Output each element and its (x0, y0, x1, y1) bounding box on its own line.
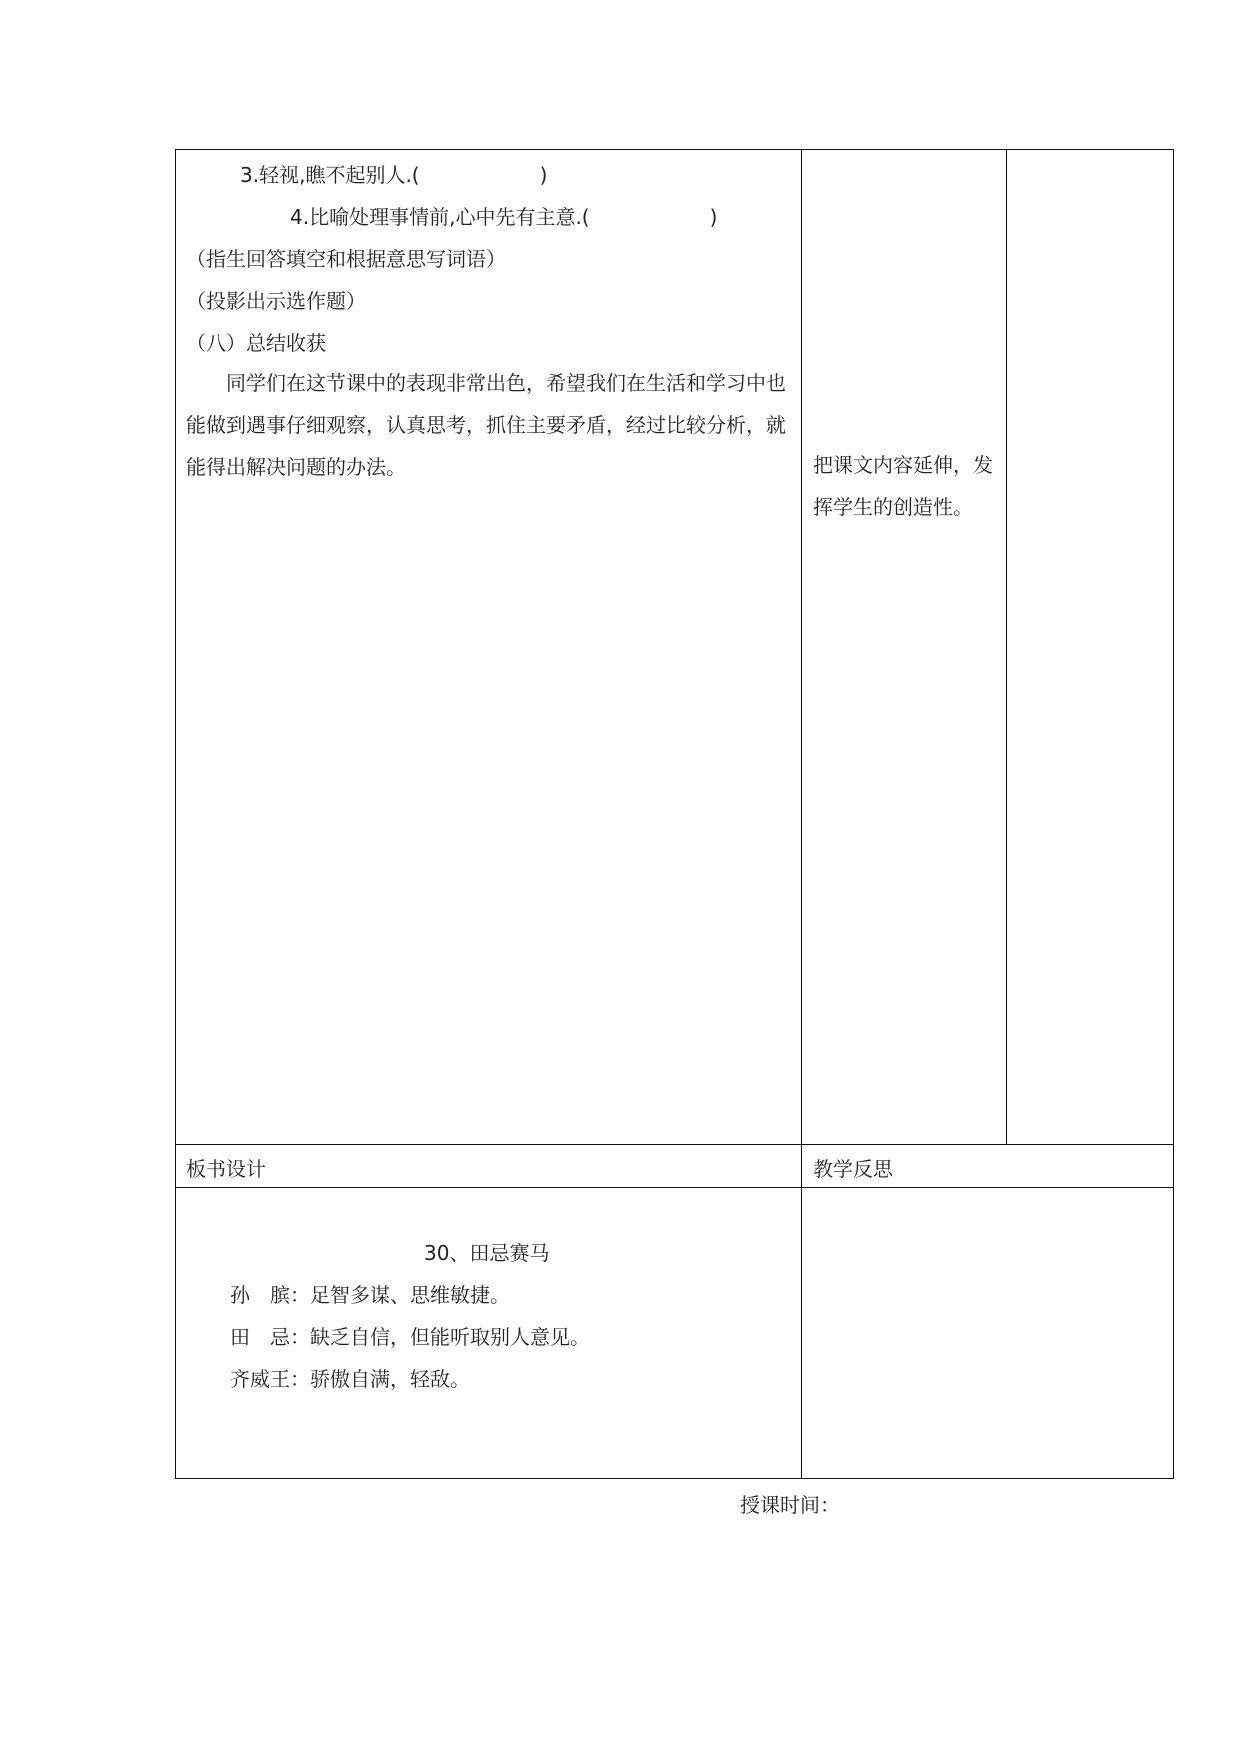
board-row-sun-bin: 孙 膑：足智多谋、思维敏捷。 (230, 1283, 510, 1307)
reflection-heading: 教学反思 (813, 1157, 893, 1181)
teaching-time-label: 授课时间： (740, 1493, 840, 1517)
exercise-line-4: 4.比喻处理事情前,心中先有主意.( ) (290, 205, 718, 229)
board-row-king-qi: 齐威王：骄傲自满，轻敌。 (230, 1367, 470, 1391)
design-note: 把课文内容延伸，发挥学生的创造性。 (813, 453, 993, 519)
board-row-tian-ji: 田 忌：缺乏自信，但能听取别人意见。 (230, 1325, 590, 1349)
section-heading-summary: （八）总结收获 (186, 331, 326, 355)
row-divider-headers-top (175, 1144, 1174, 1145)
summary-paragraph: 同学们在这节课中的表现非常出色，希望我们在生活和学习中也能做到遇事仔细观察，认真思考，抓住主要矛盾，经过比较分析，就能得出解决问题的办法。 (186, 371, 786, 479)
row-divider-headers-bottom (175, 1187, 1174, 1188)
board-title: 30、田忌赛马 (424, 1241, 550, 1265)
instruction-line: （指生回答填空和根据意思写词语） (186, 247, 506, 271)
column-divider-main (801, 149, 802, 1479)
exercise-line-3: 3.轻视,瞧不起别人.( ) (240, 163, 548, 187)
projection-line: （投影出示选作题） (186, 289, 366, 313)
column-divider-notes (1006, 149, 1007, 1144)
board-design-heading: 板书设计 (186, 1157, 266, 1181)
